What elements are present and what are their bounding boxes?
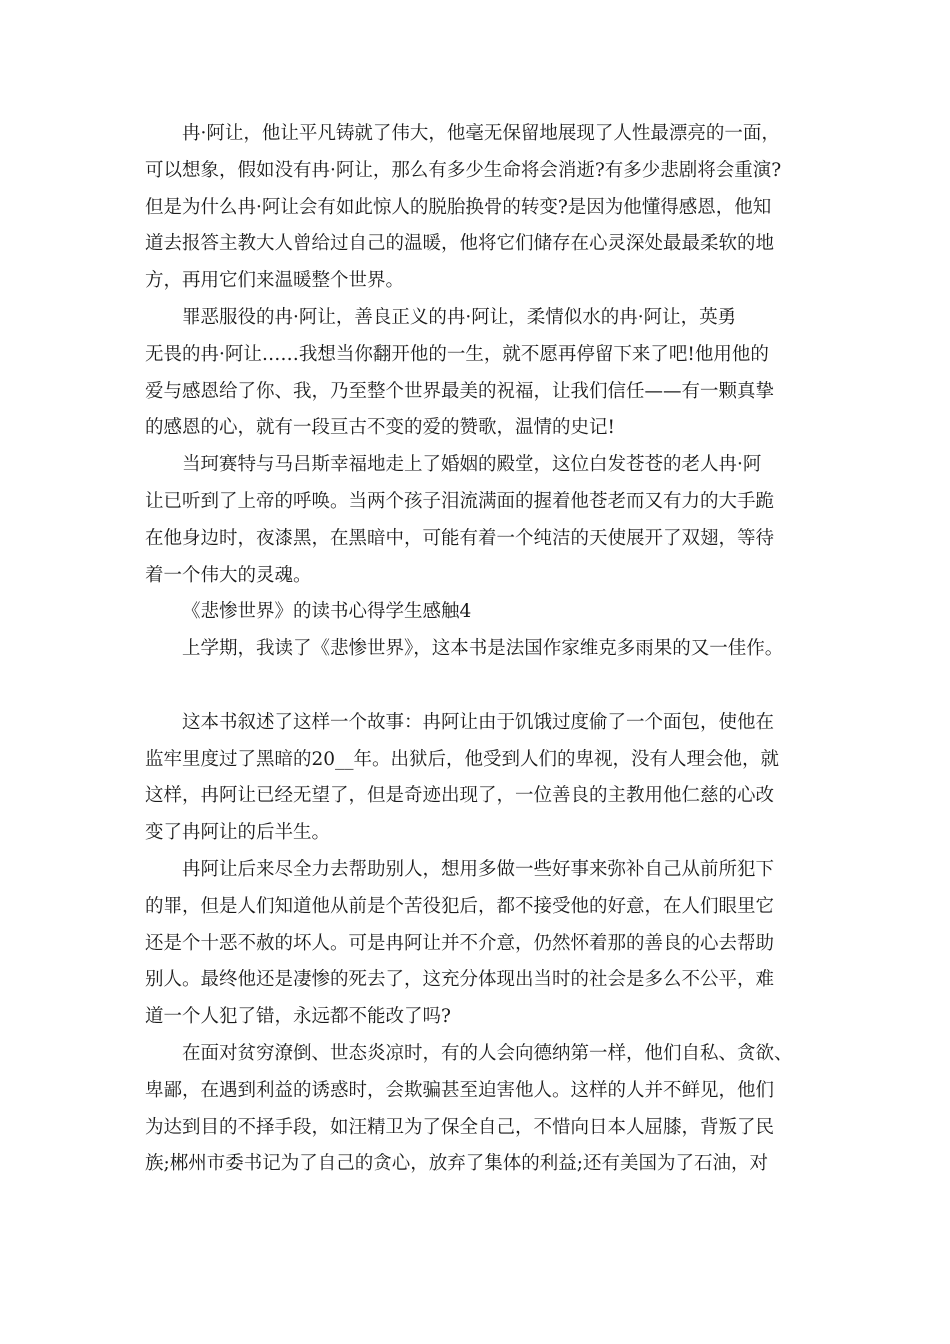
paragraph-line: 还是个十恶不赦的坏人。可是冉阿让并不介意，仍然怀着那的善良的心去帮助 xyxy=(145,932,775,954)
paragraph-line: 无畏的冉·阿让……我想当你翻开他的一生，就不愿再停留下来了吧!他用他的 xyxy=(145,343,769,365)
paragraph-line: 道去报答主教大人曾给过自己的温暖，他将它们储存在心灵深处最最柔软的地 xyxy=(145,233,775,255)
paragraph-line: 上学期，我读了《悲惨世界》，这本书是法国作家维克多雨果的又一佳作。 xyxy=(182,638,784,660)
paragraph-line: 在他身边时，夜漆黑，在黑暗中，可能有着一个纯洁的天使展开了双翅，等待 xyxy=(145,527,775,549)
paragraph-line: 的罪，但是人们知道他从前是个苦役犯后，都不接受他的好意，在人们眼里它 xyxy=(145,895,775,917)
section-heading: 《悲惨世界》的读书心得学生感触4 xyxy=(182,601,472,623)
paragraph-line: 监牢里度过了黑暗的20__年。出狱后，他受到人们的卑视，没有人理会他，就 xyxy=(145,748,780,770)
document-body xyxy=(145,116,820,1183)
paragraph-line: 卑鄙，在遇到利益的诱惑时，会欺骗甚至迫害他人。这样的人并不鲜见，他们 xyxy=(145,1079,775,1101)
paragraph-line: 冉阿让后来尽全力去帮助别人，想用多做一些好事来弥补自己从前所犯下 xyxy=(182,858,775,880)
paragraph-line: 这本书叙述了这样一个故事：冉阿让由于饥饿过度偷了一个面包，使他在 xyxy=(182,711,775,733)
paragraph-line: 道一个人犯了错，永远都不能改了吗? xyxy=(145,1006,451,1028)
paragraph-line: 族;郴州市委书记为了自己的贪心，放弃了集体的利益;还有美国为了石油，对 xyxy=(145,1153,768,1175)
paragraph-line: 冉·阿让，他让平凡铸就了伟大，他毫无保留地展现了人性最漂亮的一面， xyxy=(182,123,780,144)
paragraph-line: 别人。最终他还是凄惨的死去了，这充分体现出当时的社会是多么不公平，难 xyxy=(145,969,775,991)
paragraph-line: 让已听到了上帝的呼唤。当两个孩子泪流满面的握着他苍老而又有力的大手跪 xyxy=(145,490,775,512)
paragraph-line: 可以想象，假如没有冉·阿让，那么有多少生命将会消逝?有多少悲剧将会重演? xyxy=(145,159,782,181)
paragraph-line: 方，再用它们来温暖整个世界。 xyxy=(145,270,405,292)
paragraph-line: 当珂赛特与马吕斯幸福地走上了婚姻的殿堂，这位白发苍苍的老人冉·阿 xyxy=(182,454,762,476)
paragraph-line: 变了冉阿让的后半生。 xyxy=(145,822,331,844)
paragraph-line: 着一个伟大的灵魂。 xyxy=(145,564,312,586)
paragraph-line: 爱与感恩给了你、我，乃至整个世界最美的祝福，让我们信任——有一颗真挚 xyxy=(145,380,775,402)
paragraph-line: 这样，冉阿让已经无望了，但是奇迹出现了，一位善良的主教用他仁慈的心改 xyxy=(145,785,775,807)
paragraph-line: 的感恩的心，就有一段亘古不变的爱的赞歌，温情的史记! xyxy=(145,417,615,439)
blank-line xyxy=(145,668,820,705)
paragraph-line: 罪恶服役的冉·阿让，善良正义的冉·阿让，柔情似水的冉·阿让，英勇 xyxy=(182,306,737,328)
paragraph-line: 在面对贫穷潦倒、世态炎凉时，有的人会向德纳第一样，他们自私、贪欲、 xyxy=(182,1042,793,1064)
paragraph-line: 但是为什么冉·阿让会有如此惊人的脱胎换骨的转变?是因为他懂得感恩，他知 xyxy=(145,196,772,218)
paragraph-line: 为达到目的不择手段，如汪精卫为了保全自己，不惜向日本人屈膝，背叛了民 xyxy=(145,1116,775,1138)
